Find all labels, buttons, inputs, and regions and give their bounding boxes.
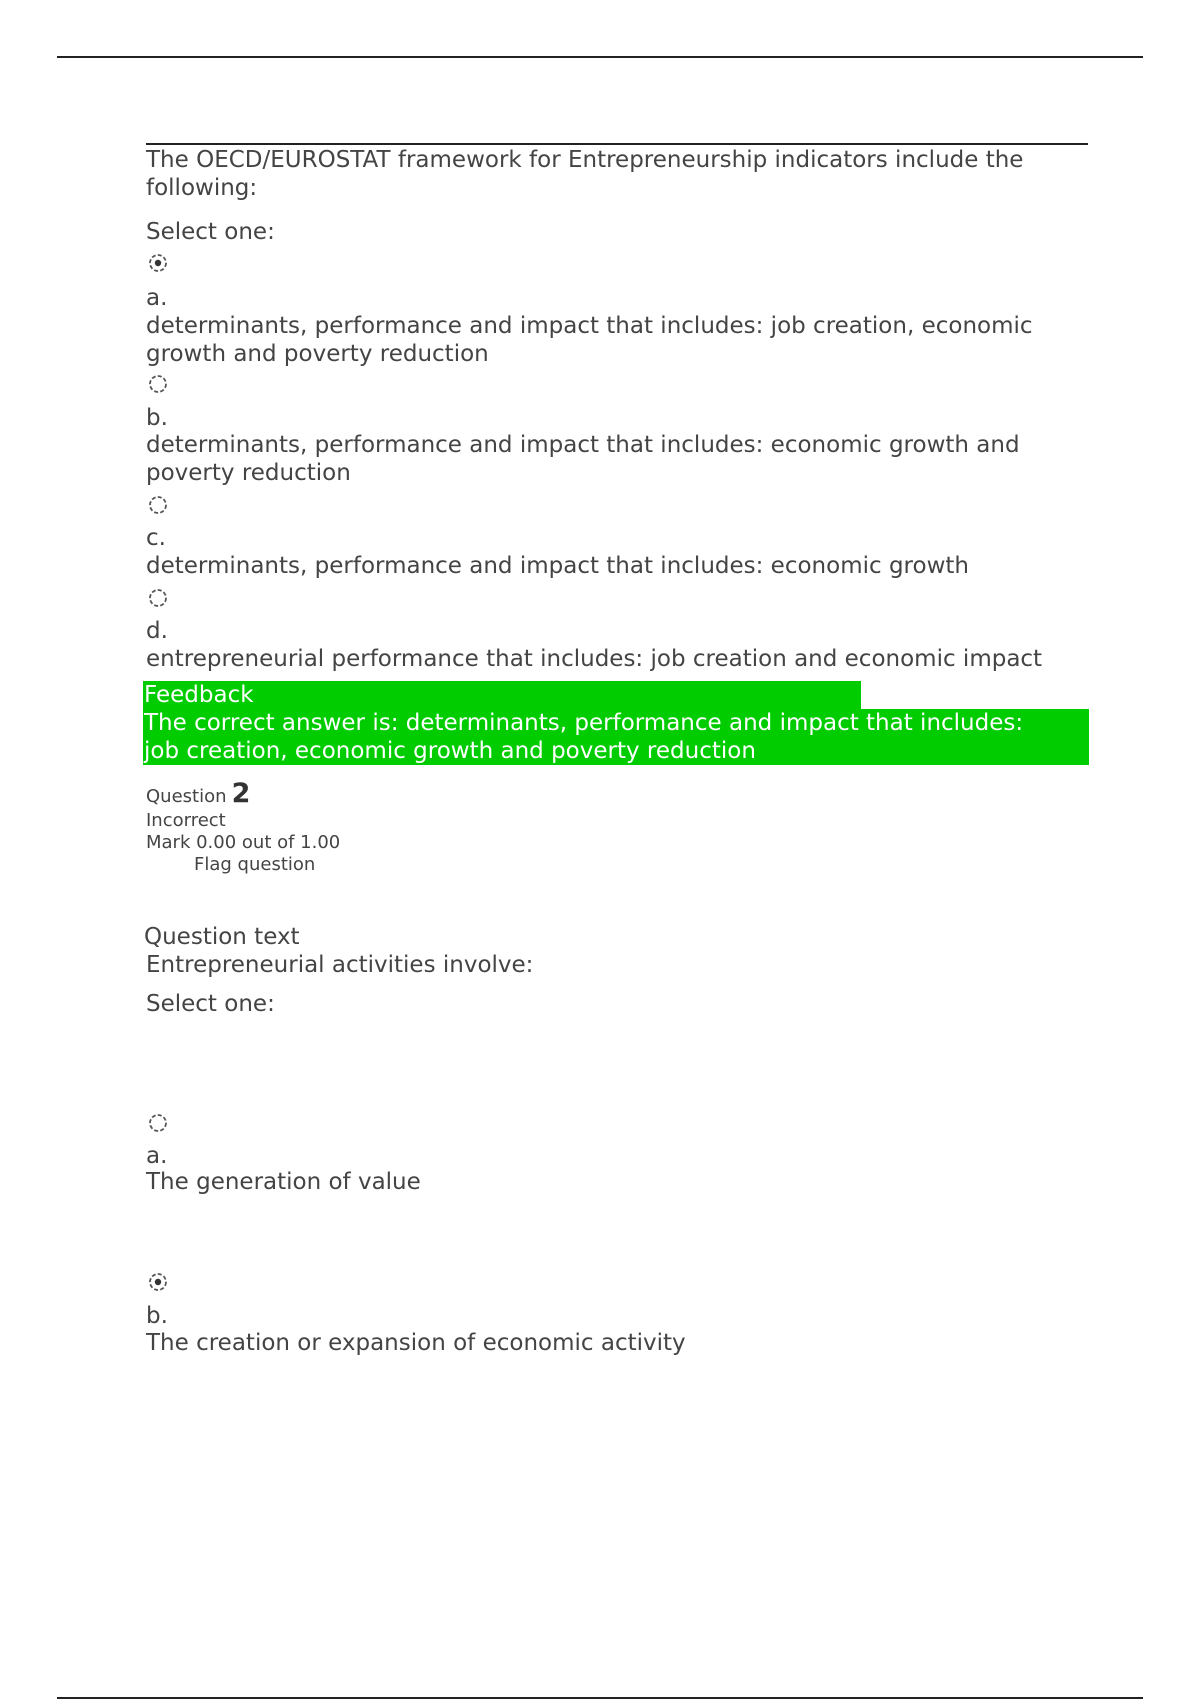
option-c-label[interactable]: determinants, performance and impact that includes: economic growth — [146, 553, 969, 579]
option-b-label-line1: determinants, performance and impact that includes: economic growth and — [146, 432, 1020, 458]
question-1-select-label: Select one: — [146, 219, 275, 245]
page-top-rule — [57, 56, 1143, 58]
flag-question-link[interactable]: Flag question — [194, 854, 316, 875]
feedback-title: Feedback — [144, 682, 254, 708]
feedback-header — [143, 681, 861, 709]
question-2-select-label: Select one: — [146, 991, 275, 1017]
option-a-label[interactable] — [146, 312, 1033, 368]
question-text-heading: Question text — [144, 924, 300, 950]
option-a-label-line2: growth and poverty reduction — [146, 341, 489, 367]
option-b-letter: b. — [146, 405, 168, 431]
question-1-text — [146, 146, 1023, 202]
q2-option-a-radio[interactable] — [147, 1112, 169, 1134]
question-mark: Mark 0.00 out of 1.00 — [146, 832, 341, 853]
question-status: Incorrect — [146, 810, 226, 831]
q2-option-a-letter: a. — [146, 1143, 168, 1169]
option-a-letter: a. — [146, 285, 168, 311]
q2-option-a-label[interactable]: The generation of value — [146, 1169, 421, 1195]
question-label: Question — [146, 786, 227, 807]
option-b-label[interactable] — [146, 431, 1020, 487]
option-d-label[interactable]: entrepreneurial performance that includes: job creation and economic impact — [146, 646, 1043, 672]
feedback-correct-answer-line1: The correct answer is: determinants, performance and impact that includes: — [144, 710, 1024, 736]
feedback-panel — [143, 709, 1089, 765]
q2-option-b-letter: b. — [146, 1303, 168, 1329]
q2-option-b-radio[interactable] — [147, 1271, 169, 1293]
question-1-text-line1: The OECD/EUROSTAT framework for Entrepreneurship indicators include the — [146, 147, 1024, 173]
question-number: 2 — [231, 778, 251, 809]
question-1-text-line2: following: — [146, 175, 258, 201]
option-a-radio[interactable] — [147, 252, 169, 274]
question-2-heading — [146, 778, 250, 809]
page-bottom-rule — [57, 1697, 1143, 1699]
question-2-text: Entrepreneurial activities involve: — [146, 952, 534, 978]
option-d-radio[interactable] — [147, 587, 169, 609]
option-c-radio[interactable] — [147, 494, 169, 516]
option-b-label-line2: poverty reduction — [146, 460, 351, 486]
option-d-letter: d. — [146, 618, 168, 644]
option-b-radio[interactable] — [147, 373, 169, 395]
option-c-letter: c. — [146, 525, 166, 551]
question-divider — [146, 143, 1088, 145]
option-a-label-line1: determinants, performance and impact that includes: job creation, economic — [146, 313, 1033, 339]
q2-option-b-label[interactable]: The creation or expansion of economic activity — [146, 1330, 686, 1356]
feedback-correct-answer-line2: job creation, economic growth and poverty reduction — [144, 738, 756, 764]
